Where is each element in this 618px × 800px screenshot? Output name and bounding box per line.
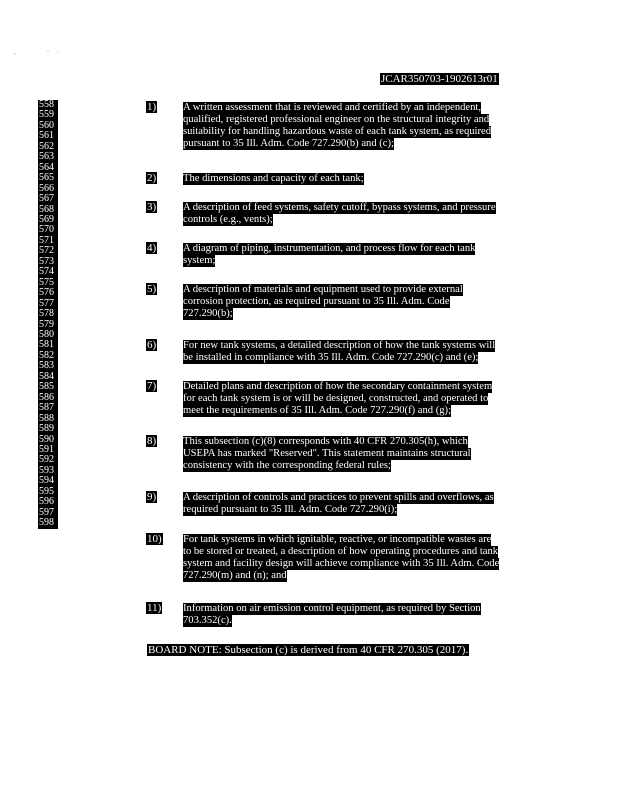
item-number: 6) <box>147 339 157 351</box>
item-text-line: For tank systems in which ignitable, reactive, or incompatible wastes are <box>183 534 492 545</box>
item-text-line: suitability for handling hazardous waste of each tank system, as required <box>183 126 492 137</box>
line-number: 566 <box>38 184 58 194</box>
item-number: 2) <box>147 172 157 184</box>
line-number: 561 <box>38 131 58 141</box>
item-text-line: system; <box>183 255 216 266</box>
line-number: 559 <box>38 110 58 120</box>
item-number: 4) <box>147 242 157 254</box>
line-number: 560 <box>38 121 58 131</box>
item-text <box>183 102 543 150</box>
item-text-line: Information on air emission control equipment, as required by Section <box>183 603 481 614</box>
line-number: 563 <box>38 152 58 162</box>
line-number: 574 <box>38 267 58 277</box>
line-number: 593 <box>38 466 58 476</box>
item-text-line: to be stored or treated, a description of how operating procedures and tank <box>183 546 499 557</box>
item-number: 11) <box>147 602 162 614</box>
item-text-line: pursuant to 35 Ill. Adm. Code 727.290(b) and (c); <box>183 138 394 149</box>
item-number: 7) <box>147 380 157 392</box>
item-text <box>183 492 543 516</box>
item-text <box>183 202 543 226</box>
line-number: 567 <box>38 194 58 204</box>
line-number: 585 <box>38 382 58 392</box>
line-number: 583 <box>38 361 58 371</box>
scan-specks <box>10 45 70 55</box>
item-text-line: system and facility design will achieve compliance with 35 Ill. Adm. Code <box>183 558 500 569</box>
item-text-line: USEPA has marked "Reserved". This statement maintains structural <box>183 448 471 459</box>
line-number: 571 <box>38 236 58 246</box>
line-number: 589 <box>38 424 58 434</box>
item-text <box>183 534 543 582</box>
line-number: 558 <box>38 100 58 110</box>
item-text-line: Detailed plans and description of how the secondary containment system <box>183 381 493 392</box>
item-text-line: consistency with the corresponding federal rules; <box>183 460 391 471</box>
line-number: 580 <box>38 330 58 340</box>
item-text <box>183 436 543 472</box>
item-text <box>183 603 543 627</box>
line-number: 597 <box>38 508 58 518</box>
item-text-line: corrosion protection, as required pursuant to 35 Ill. Adm. Code <box>183 296 450 307</box>
item-number: 3) <box>147 201 157 213</box>
line-number: 592 <box>38 455 58 465</box>
line-number: 586 <box>38 393 58 403</box>
item-text-line: meet the requirements of 35 Ill. Adm. Code 727.290(f) and (g); <box>183 405 452 416</box>
line-number: 575 <box>38 278 58 288</box>
item-text-line: required pursuant to 35 Ill. Adm. Code 727.290(i); <box>183 504 398 515</box>
item-text <box>183 340 543 364</box>
line-number: 582 <box>38 351 58 361</box>
line-number: 565 <box>38 173 58 183</box>
item-text <box>183 243 543 267</box>
item-text-line: The dimensions and capacity of each tank; <box>183 173 364 184</box>
line-number: 570 <box>38 225 58 235</box>
item-text-line: 703.352(c). <box>183 615 232 626</box>
item-text-line: A description of controls and practices to prevent spills and overflows, as <box>183 492 494 503</box>
item-text-line: This subsection (c)(8) corresponds with 40 CFR 270.305(h), which <box>183 436 468 447</box>
item-number: 9) <box>147 491 157 503</box>
item-text-line: A written assessment that is reviewed and certified by an independent, <box>183 102 482 113</box>
item-number: 10) <box>147 533 162 545</box>
item-number: 8) <box>147 435 157 447</box>
item-text <box>183 173 543 185</box>
item-text-line: 727.290(b); <box>183 308 233 319</box>
line-number: 579 <box>38 320 58 330</box>
item-text <box>183 381 543 417</box>
line-number: 562 <box>38 142 58 152</box>
document-id: JCAR350703-1902613r01 <box>381 73 498 85</box>
item-text-line: 727.290(m) and (n); and <box>183 570 287 581</box>
item-number: 1) <box>147 101 157 113</box>
line-number: 594 <box>38 476 58 486</box>
line-number: 577 <box>38 299 58 309</box>
line-number: 584 <box>38 372 58 382</box>
line-number: 569 <box>38 215 58 225</box>
board-note: BOARD NOTE: Subsection (c) is derived from 40 CFR 270.305 (2017). <box>148 644 469 656</box>
item-number: 5) <box>147 283 157 295</box>
line-number: 596 <box>38 497 58 507</box>
line-number: 581 <box>38 340 58 350</box>
item-text-line: A description of materials and equipment used to provide external <box>183 284 463 295</box>
item-text-line: controls (e.g., vents); <box>183 214 273 225</box>
line-number: 595 <box>38 487 58 497</box>
line-number: 568 <box>38 205 58 215</box>
line-number: 590 <box>38 435 58 445</box>
line-number: 564 <box>38 163 58 173</box>
line-number: 578 <box>38 309 58 319</box>
line-number-gutter <box>38 100 58 529</box>
line-number: 572 <box>38 246 58 256</box>
line-number: 573 <box>38 257 58 267</box>
line-number: 587 <box>38 403 58 413</box>
line-number: 591 <box>38 445 58 455</box>
item-text-line: For new tank systems, a detailed description of how the tank systems will <box>183 340 496 351</box>
item-text-line: for each tank system is or will be designed, constructed, and operated to <box>183 393 489 404</box>
line-number: 598 <box>38 518 58 528</box>
item-text-line: A diagram of piping, instrumentation, and process flow for each tank <box>183 243 476 254</box>
line-number: 576 <box>38 288 58 298</box>
line-number: 588 <box>38 414 58 424</box>
item-text-line: qualified, registered professional engineer on the structural integrity and <box>183 114 490 125</box>
item-text <box>183 284 543 320</box>
item-text-line: be installed in compliance with 35 Ill. Adm. Code 727.290(c) and (e); <box>183 352 479 363</box>
item-text-line: A description of feed systems, safety cutoff, bypass systems, and pressure <box>183 202 496 213</box>
